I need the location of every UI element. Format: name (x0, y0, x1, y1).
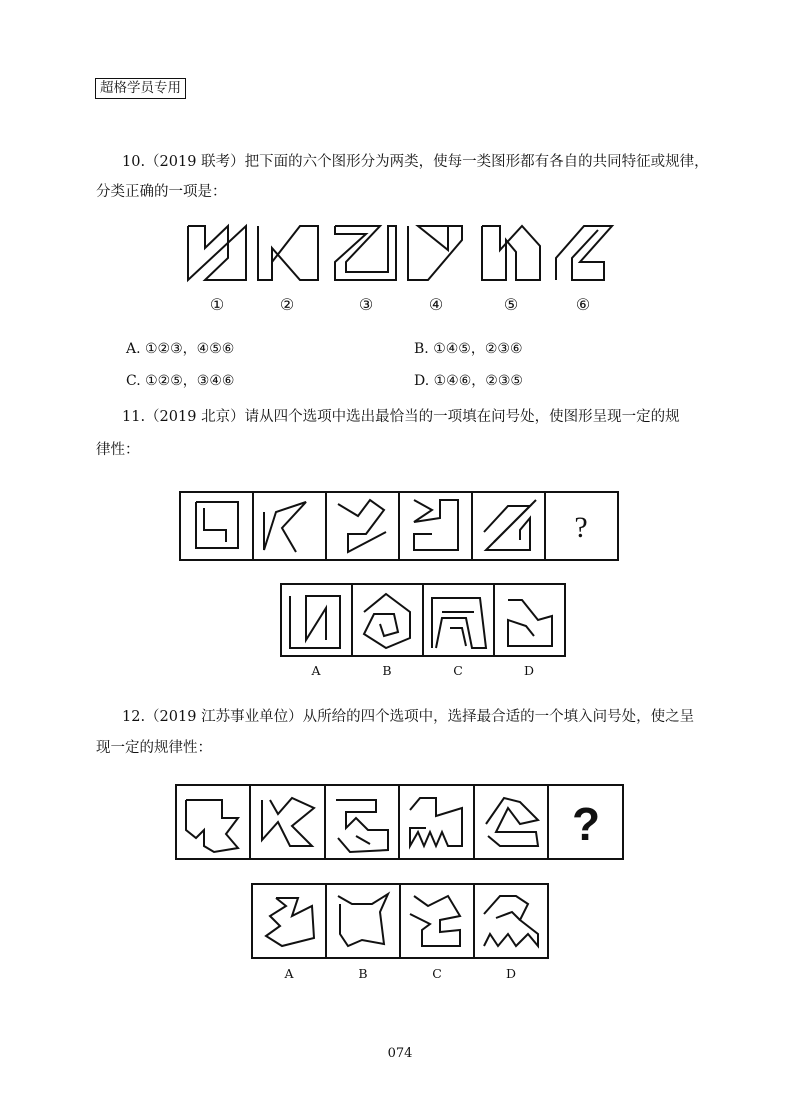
q10-option-b[interactable]: B. ①④⑤，②③⑥ (414, 341, 523, 357)
q10-option-a[interactable]: A. ①②③，④⑤⑥ (126, 341, 235, 357)
q10-figure-label-1: ① (209, 295, 225, 314)
q11-text-line2: 律性： (96, 442, 140, 458)
q12-option-label-d: D (505, 966, 517, 981)
q11-question-mark: ? (574, 511, 588, 544)
q12-option-d-figure (484, 896, 538, 946)
q12-option-label-c: C (432, 966, 442, 981)
q10-option-d[interactable]: D. ①④⑥，②③⑤ (414, 373, 523, 389)
q11-option-label-a: A (311, 663, 321, 678)
q12-option-label-b: B (358, 966, 368, 981)
header-stamp: 超格学员专用 (95, 78, 186, 99)
q12-text-line2: 现一定的规律性： (96, 740, 212, 756)
q10-text-line1: 10.（2019 联考）把下面的六个图形分为两类，使每一类图形都有各自的共同特征或规律， (122, 154, 709, 170)
q11-text-line1: 11.（2019 北京）请从四个选项中选出最恰当的一项填在问号处，使图形呈现一定的规 (122, 409, 680, 425)
q10-figure-label-4: ④ (428, 295, 444, 314)
q10-figure-label-5: ⑤ (503, 295, 519, 314)
q10-text-line2: 分类正确的一项是： (96, 184, 227, 200)
q11-option-label-d: D (523, 663, 535, 678)
q10-figure-label-2: ② (279, 295, 295, 314)
q12-option-label-a: A (284, 966, 294, 981)
q10-figure-label-3: ③ (358, 295, 374, 314)
page-number: 074 (387, 1046, 413, 1061)
q12-option-c-figure (410, 896, 460, 946)
q10-option-c[interactable]: C. ①②⑤，③④⑥ (126, 373, 235, 389)
q12-question-mark: ? (571, 798, 601, 850)
q10-figure-label-6: ⑥ (575, 295, 591, 314)
q11-option-label-b: B (382, 663, 392, 678)
q12-option-a-figure (266, 898, 314, 946)
q12-text-line1: 12.（2019 江苏事业单位）从所给的四个选项中，选择最合适的一个填入问号处，使之呈 (122, 709, 695, 725)
q11-option-label-c: C (453, 663, 463, 678)
q12-option-b-figure (338, 894, 388, 946)
